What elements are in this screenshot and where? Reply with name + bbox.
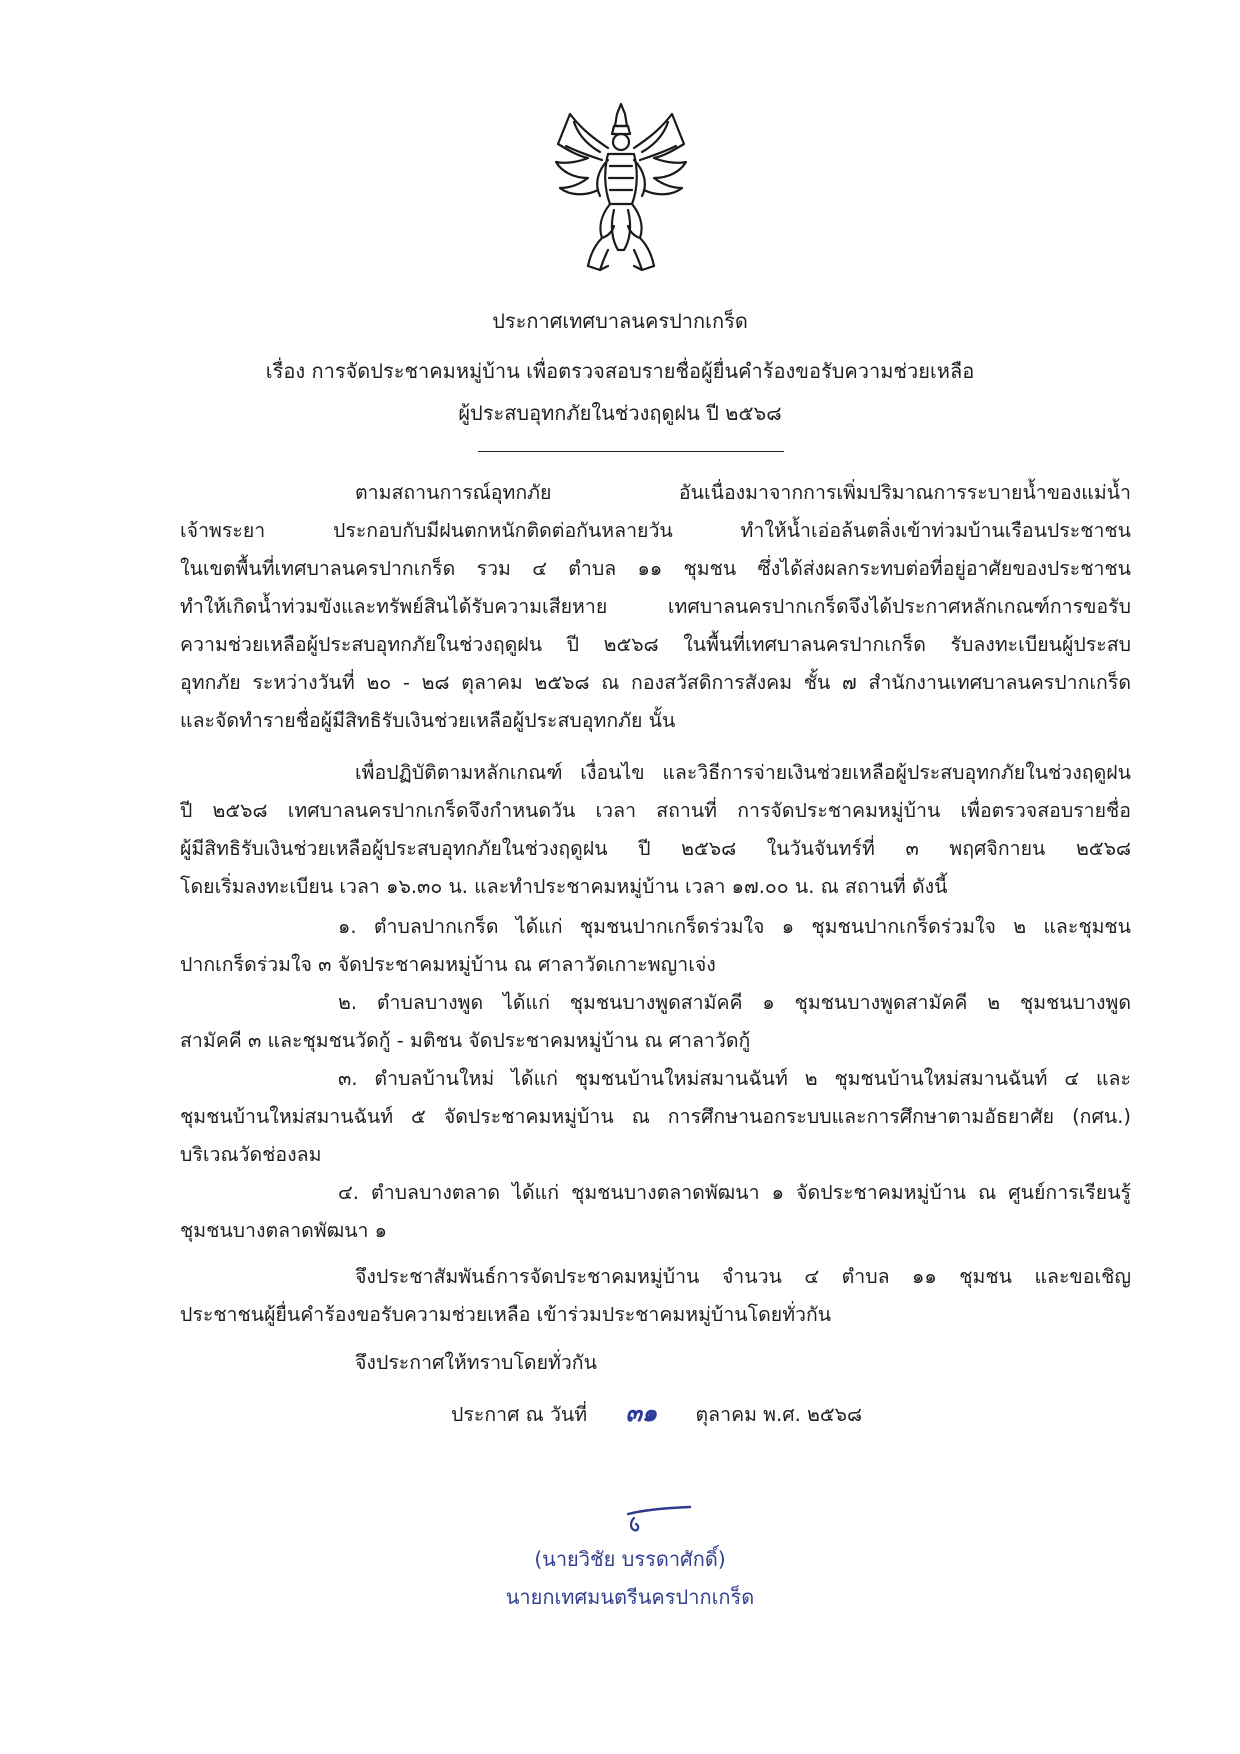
signer-name: (นายวิชัย บรรดาศักดิ์) bbox=[534, 1547, 726, 1571]
para1-line: อุทกภัย ระหว่างวันที่ ๒๐ - ๒๘ ตุลาคม ๒๕๖๘ ณ กองสวัสดิการสังคม ชั้น ๗ สำนักงานเทศบาลนครปากเกร็ด bbox=[180, 671, 1131, 694]
item-2-line: สามัคคี ๓ และชุมชนวัดกู้ - มติชน จัดประชาคมหมู่บ้าน ณ ศาลาวัดกู้ bbox=[180, 1029, 751, 1052]
announce-date-suffix: ตุลาคม พ.ศ. ๒๕๖๘ bbox=[695, 1403, 863, 1426]
para2-line: ปี ๒๕๖๘ เทศบาลนครปากเกร็ดจึงกำหนดวัน เวลา สถานที่ การจัดประชาคมหมู่บ้าน เพื่อตรวจสอบรายชื่อ bbox=[180, 799, 1131, 822]
item-4-line: ชุมชนบางตลาดพัฒนา ๑ bbox=[180, 1219, 388, 1242]
item-3-line: บริเวณวัดช่องลม bbox=[180, 1143, 322, 1166]
closing-line: จึงประกาศให้ทราบโดยทั่วกัน bbox=[355, 1351, 597, 1374]
para3-line: ประชาชนผู้ยื่นคำร้องขอรับความช่วยเหลือ เข้าร่วมประชาคมหมู่บ้านโดยทั่วกัน bbox=[180, 1303, 832, 1326]
signature-mark bbox=[620, 1500, 700, 1540]
announce-date-prefix: ประกาศ ณ วันที่ bbox=[451, 1403, 588, 1426]
subject-line-1: เรื่อง การจัดประชาคมหมู่บ้าน เพื่อตรวจสอบรายชื่อผู้ยื่นคำร้องขอรับความช่วยเหลือ bbox=[265, 359, 975, 383]
para1-line: ตามสถานการณ์อุทกภัย อันเนื่องมาจากการเพิ่มปริมาณการระบายน้ำของแม่น้ำ bbox=[355, 481, 1131, 504]
item-1-line: ๑. ตำบลปากเกร็ด ได้แก่ ชุมชนปากเกร็ดร่วมใจ ๑ ชุมชนปากเกร็ดร่วมใจ ๒ และชุมชน bbox=[338, 915, 1131, 938]
garuda-emblem-icon bbox=[548, 100, 694, 272]
para3-line: จึงประชาสัมพันธ์การจัดประชาคมหมู่บ้าน จำนวน ๔ ตำบล ๑๑ ชุมชน และขอเชิญ bbox=[355, 1265, 1131, 1288]
para1-line: เจ้าพระยา ประกอบกับมีฝนตกหนักติดต่อกันหลายวัน ทำให้น้ำเอ่อล้นตลิ่งเข้าท่วมบ้านเรือนประชาชน bbox=[180, 519, 1131, 542]
item-3-line: ชุมชนบ้านใหม่สมานฉันท์ ๕ จัดประชาคมหมู่บ้าน ณ การศึกษานอกระบบและการศึกษาตามอัธยาศัย (กศน.) bbox=[180, 1105, 1131, 1128]
para1-line: ทำให้เกิดน้ำท่วมขังและทรัพย์สินได้รับความเสียหาย เทศบาลนครปากเกร็ดจึงได้ประกาศหลักเกณฑ์การขอรับ bbox=[180, 595, 1131, 618]
signer-position: นายกเทศมนตรีนครปากเกร็ด bbox=[505, 1585, 755, 1609]
item-1-line: ปากเกร็ดร่วมใจ ๓ จัดประชาคมหมู่บ้าน ณ ศาลาวัดเกาะพญาเจ่ง bbox=[180, 953, 716, 976]
document-title: ประกาศเทศบาลนครปากเกร็ด bbox=[492, 309, 748, 333]
item-4-line: ๔. ตำบลบางตลาด ได้แก่ ชุมชนบางตลาดพัฒนา ๑ จัดประชาคมหมู่บ้าน ณ ศูนย์การเรียนรู้ bbox=[338, 1181, 1131, 1204]
announce-date bbox=[451, 1398, 862, 1430]
item-3-line: ๓. ตำบลบ้านใหม่ ได้แก่ ชุมชนบ้านใหม่สมานฉันท์ ๒ ชุมชนบ้านใหม่สมานฉันท์ ๔ และ bbox=[338, 1067, 1131, 1090]
para1-line: ในเขตพื้นที่เทศบาลนครปากเกร็ด รวม ๔ ตำบล ๑๑ ชุมชน ซึ่งได้ส่งผลกระทบต่อที่อยู่อาศัยของประชาชน bbox=[180, 557, 1131, 580]
para2-line: เพื่อปฏิบัติตามหลักเกณฑ์ เงื่อนไข และวิธีการจ่ายเงินช่วยเหลือผู้ประสบอุทกภัยในช่วงฤดูฝน bbox=[355, 761, 1131, 784]
para1-line: ความช่วยเหลือผู้ประสบอุทกภัยในช่วงฤดูฝน ปี ๒๕๖๘ ในพื้นที่เทศบาลนครปากเกร็ด รับลงทะเบียนผู้ประสบ bbox=[180, 633, 1131, 656]
item-2-line: ๒. ตำบลบางพูด ได้แก่ ชุมชนบางพูดสามัคคี ๑ ชุมชนบางพูดสามัคคี ๒ ชุมชนบางพูด bbox=[338, 991, 1131, 1014]
para1-line: และจัดทำรายชื่อผู้มีสิทธิรับเงินช่วยเหลือผู้ประสบอุทกภัย นั้น bbox=[180, 709, 676, 732]
para2-line: โดยเริ่มลงทะเบียน เวลา ๑๖.๓๐ น. และทำประชาคมหมู่บ้าน เวลา ๑๗.๐๐ น. ณ สถานที่ ดังนี้ bbox=[180, 875, 948, 898]
announce-date-day: ๓๑ bbox=[625, 1398, 658, 1427]
subject-line-2: ผู้ประสบอุทกภัยในช่วงฤดูฝน ปี ๒๕๖๘ bbox=[458, 401, 782, 425]
title-divider bbox=[478, 451, 784, 452]
para2-line: ผู้มีสิทธิรับเงินช่วยเหลือผู้ประสบอุทกภัยในช่วงฤดูฝน ปี ๒๕๖๘ ในวันจันทร์ที่ ๓ พฤศจิกายน ๒๕๖๘ bbox=[180, 837, 1131, 860]
